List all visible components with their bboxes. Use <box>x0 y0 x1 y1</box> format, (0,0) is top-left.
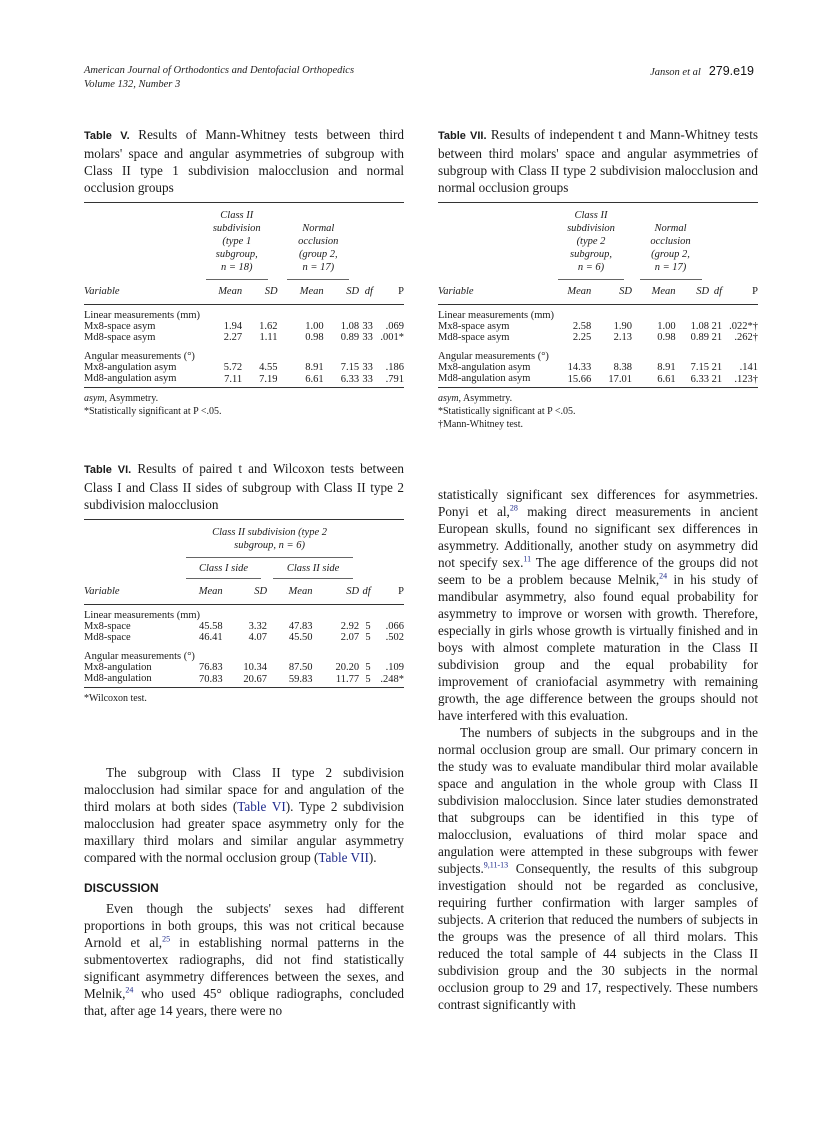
table-vi-footnotes: *Wilcoxon test. <box>84 692 147 704</box>
table-v-grid: Class II subdivision (type 1 subgroup, n = 18) Normal occlusion (group 2, n = 17) Variable Mean SD Mean SD df P Linear measurements (mm) Mx8-space asym 1.94 1.62 1.00 1.08 33 .069 Md8-space asym 2.27 1.11 0.98 0.89 33 .001* Angular measurements (°) Mx8-angulation asym 5.72 4.55 8.91 7.15 33 .186 Md8-angulation asym 7.11 7.19 6.61 6.33 33 .791 <box>84 202 404 388</box>
discussion-paragraph-1: Even though the subjects' sexes had different proportions in both groups, this was not critical because Arnold et al,$^{25}$ in establishing normal patterns in the submentovertex radiographs, did not find statistically significant asymmetry differences between the sexes, and Melnik,$^{24}$ who used 45° oblique radiographs, concluded that, after age 14 years, there were no <box>84 901 404 1018</box>
table-row: Md8-angulation asym 7.11 7.19 6.61 6.33 33 .791 <box>84 372 404 385</box>
citation-25[interactable]: 25 <box>162 934 171 944</box>
left-body-text <box>84 764 404 1019</box>
table-row: Mx8-angulation asym 5.72 4.55 8.91 7.15 33 .186 <box>84 361 404 373</box>
table-vi-label: Table VI. <box>84 464 132 476</box>
table-vii-label: Table VII. <box>438 130 487 142</box>
results-paragraph: The subgroup with Class II type 2 subdivision malocclusion had similar space for and angulation of the third molars at both sides (Table VI). Type 2 subdivision malocclusion had greater space asymmetry only for the maxillary third molars and similar angular asymmetry compared with the normal occlusion group (Table VII). <box>84 765 404 865</box>
table-vi-caption: Table VI. Results of paired t and Wilcoxon tests between Class I and Class II sides of subgroup with Class II type 2 subdivision malocclusion <box>84 461 405 512</box>
table-vii <box>438 126 758 431</box>
page-number: 279.e19 <box>708 64 754 78</box>
journal-title: American Journal of Orthodontics and Dentofacial Orthopedics <box>84 65 355 76</box>
citation-28[interactable]: 28 <box>509 503 518 513</box>
table-row: Md8-angulation asym 15.66 17.01 6.61 6.33 21 .123† <box>438 372 758 385</box>
running-authors: Janson et al <box>650 67 701 78</box>
table-v-label: Table V. <box>84 130 130 142</box>
citation-24[interactable]: 24 <box>659 571 668 581</box>
table-row: Md8-angulation 70.83 20.67 59.83 11.77 5 .248* <box>84 672 404 685</box>
discussion-paragraph-2: The numbers of subjects in the subgroups and in the normal occlusion group are small. Our primary concern in the study was to evaluate mandibular third molar available space and angulation in the whole group with Class II subdivision malocclusion. Since later studies demonstrated that subgroups can be identified in this type of malocclusion, evaluations of third molar space and angulation were attempted in these subgroups with fewer subjects.$^{9,11-13}$ Consequently, the results of this subgroup investigation should not be regarded as conclusive, requiring further confirmation with larger samples of subjects. A criterion that reduced the numbers of subjects in the groups was the presence of all third molars. This reduced the total sample of 44 subjects in the Class II subdivision group and the 30 subjects in the normal occlusion group to 29 and 17, respectively. These numbers contrast significantly with <box>438 725 758 1012</box>
table-row: Mx8-space 45.58 3.32 47.83 2.92 5 .066 <box>84 620 404 632</box>
journal-volume: Volume 132, Number 3 <box>84 79 181 90</box>
table-row: Mx8-angulation 76.83 10.34 87.50 20.20 5 .109 <box>84 661 404 673</box>
table-vi-link[interactable]: Table VI <box>237 799 286 814</box>
right-body-text <box>438 486 758 1013</box>
running-header-left <box>84 64 354 92</box>
discussion-paragraph-1-cont: statistically significant sex differences for asymmetries. Ponyi et al,$^{28}$ making direct measurements in ancient European skulls, found no significant sex differences in asymmetry. Additionally, another study on asymmetry did not specify sex.$^{11}$ The age difference of the groups did not seem to be a problem because Melnik,$^{24}$ in his study of mandibular asymmetry, also found equal probability for asymmetry to improve or worsen with growth. Therefore, especially in girls whose growth is virtually finished and in boys with almost complete maturation in the Class II subdivision group and the equal probability for improvement of craniofacial asymmetry with remaining growth, the age difference between the groups should not have interfered with this evaluation. <box>438 487 758 723</box>
discussion-heading: DISCUSSION <box>84 881 159 895</box>
table-v <box>84 126 404 418</box>
table-row: Mx8-angulation asym 14.33 8.38 8.91 7.15 21 .141 <box>438 361 758 373</box>
citation-24[interactable]: 24 <box>125 985 134 995</box>
table-row: Mx8-space asym 1.94 1.62 1.00 1.08 33 .069 <box>84 320 404 332</box>
table-v-caption: Table V. Results of Mann-Whitney tests between third molars' space and angular asymmetries of subgroup with Class II type 1 subdivision malocclusion and normal occlusion groups <box>84 127 404 195</box>
table-vii-link[interactable]: Table VII <box>318 850 369 865</box>
citation-9-11-13[interactable]: 9,11-13 <box>483 860 509 870</box>
table-v-footnotes: asym, Asymmetry. *Statistically significant at P <.05. <box>84 392 222 417</box>
table-row: Mx8-space asym 2.58 1.90 1.00 1.08 21 .022*† <box>438 320 758 332</box>
table-vii-caption: Table VII. Results of independent t and Mann-Whitney tests between third molars' space and angular asymmetries of subgroup with Class II type 2 subdivision malocclusion and normal occlusion groups <box>438 127 758 195</box>
running-header-right <box>650 64 754 78</box>
table-row: Md8-space 46.41 4.07 45.50 2.07 5 .502 <box>84 631 404 643</box>
table-row: Md8-space asym 2.25 2.13 0.98 0.89 21 .262† <box>438 331 758 343</box>
table-vii-footnotes: asym, Asymmetry. *Statistically significant at P <.05. †Mann-Whitney test. <box>438 392 576 430</box>
table-vi-grid: Class II subdivision (type 2 subgroup, n = 6) Class I side Class II side Variable Mean SD Mean SD df P Linear measurements (mm) Mx8-space 45.58 3.32 47.83 2.92 5 .066 Md8-space 46.41 4.07 45.50 2.07 5 .502 Angular measurements (°) Mx8-angulation 76.83 10.34 87.50 20.20 5 .109 Md8-angulation 70.83 20.67 59.83 11.77 5 .248* <box>84 519 404 688</box>
table-row: Md8-space asym 2.27 1.11 0.98 0.89 33 .001* <box>84 331 404 343</box>
table-vii-grid: Class II subdivision (type 2 subgroup, n = 6) Normal occlusion (group 2, n = 17) Variable Mean SD Mean SD df P Linear measurements (mm) Mx8-space asym 2.58 1.90 1.00 1.08 21 .022*† Md8-space asym 2.25 2.13 0.98 0.89 21 .262† Angular measurements (°) Mx8-angulation asym 14.33 8.38 8.91 7.15 21 .141 Md8-angulation asym 15.66 17.01 6.61 6.33 21 .123† <box>438 202 758 388</box>
table-vi <box>84 460 404 705</box>
citation-11[interactable]: 11 <box>523 554 532 564</box>
